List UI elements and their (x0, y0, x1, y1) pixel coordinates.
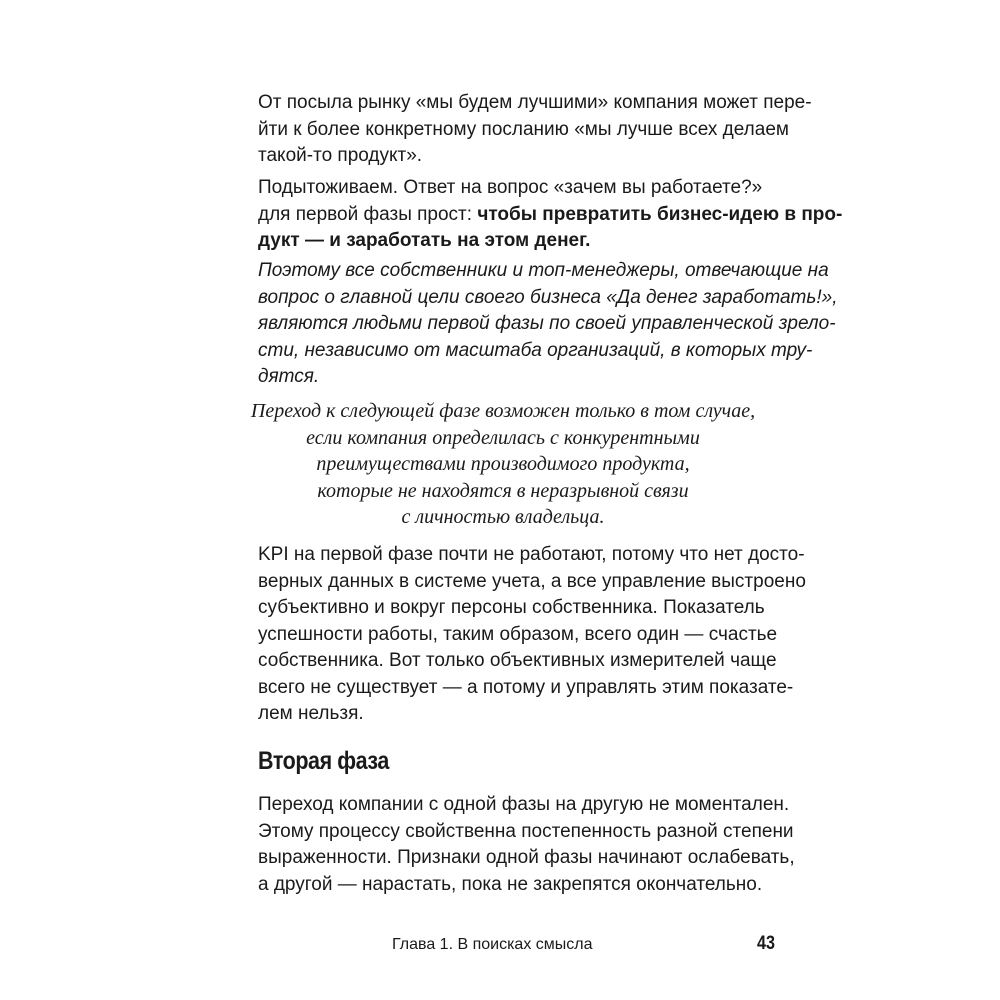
section-heading: Вторая фаза (258, 747, 389, 775)
text-line: KPI на первой фазе почти не работают, потому что нет досто- (258, 544, 805, 565)
running-footer-chapter: Глава 1. В поисках смысла (392, 936, 593, 953)
quote-line: Переход к следующей фазе возможен только в том случае, (250, 400, 756, 422)
text-line: Поэтому все собственники и топ-менеджеры, отвечающие на (258, 260, 829, 281)
text-line-bold: дукт — и заработать на этом денег. (258, 230, 591, 251)
quote-line: которые не находятся в неразрывной связи (317, 479, 689, 502)
text-line: дятся. (258, 366, 320, 387)
quote-line: если компания определилась с конкурентными (306, 426, 700, 449)
text-line: успешности работы, таким образом, всего один — счастье (258, 623, 778, 645)
quote-line: с личностью владельца. (401, 506, 605, 528)
text-normal: для первой фазы прост: (258, 203, 478, 225)
page-number: 43 (757, 933, 775, 954)
text-line: всего не существует — а потому и управлять этим показате- (258, 676, 794, 698)
text-line: являются людьми первой фазы по своей управленческой зрело- (258, 313, 836, 334)
text-line-mixed (258, 202, 843, 229)
text-line: Этому процессу свойственна постепенность разной степени (258, 820, 794, 842)
text-line: Подытоживаем. Ответ на вопрос «зачем вы работаете?» (258, 177, 763, 198)
pull-quote (240, 398, 766, 531)
text-line: собственника. Вот только объективных измерителей чаще (258, 650, 777, 671)
text-line: верных данных в системе учета, а все управление выстроено (258, 570, 806, 592)
text-bold: чтобы превратить бизнес-идею в про- (477, 203, 843, 225)
text-line: такой-то продукт». (258, 145, 423, 166)
text-line: вопрос о главной цели своего бизнеса «Да денег заработать!», (258, 286, 838, 308)
text-line: От посыла рынку «мы будем лучшими» компания может пере- (258, 92, 812, 113)
text-line: лем нельзя. (258, 703, 364, 724)
paragraph-kpi (258, 542, 806, 728)
paragraph-owners-italic (258, 258, 838, 391)
text-line: а другой — нарастать, пока не закрепятся окончательно. (258, 873, 763, 895)
paragraph-market-message (258, 90, 812, 170)
text-line: сти, независимо от масштаба организаций, в которых тру- (258, 339, 813, 361)
text-line: йти к более конкретному посланию «мы лучше всех делаем (258, 118, 789, 140)
paragraph-phase-transition (258, 792, 795, 898)
text-line: выраженности. Признаки одной фазы начинают ослабевать, (258, 847, 795, 868)
text-line: субъективно и вокруг персоны собственника. Показатель (258, 597, 765, 618)
text-line: Переход компании с одной фазы на другую не моментален. (258, 794, 790, 815)
paragraph-summary (258, 175, 843, 255)
quote-line: преимуществами производимого продукта, (316, 453, 690, 475)
